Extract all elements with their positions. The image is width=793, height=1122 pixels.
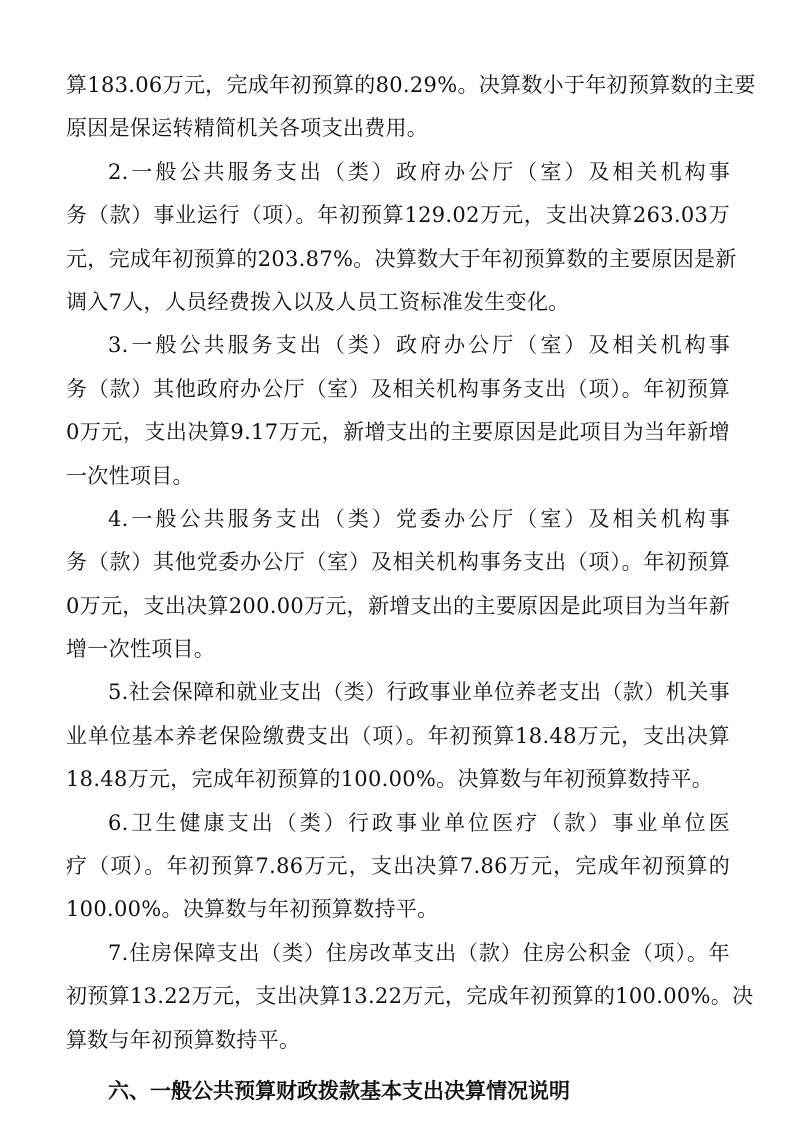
text-line: 初预算13.22万元，支出决算13.22万元，完成年初预算的100.00%。决 <box>66 984 754 1009</box>
text-line: 算数与年初预算数持平。 <box>66 1027 301 1052</box>
text-line: 2.一般公共服务支出（类）政府办公厅（室）及相关机构事 <box>108 159 730 184</box>
text-line: 业单位基本养老保险缴费支出（项）。年初预算18.48万元，支出决算 <box>66 723 730 748</box>
text-line: 3.一般公共服务支出（类）政府办公厅（室）及相关机构事 <box>108 333 730 358</box>
text-line: 一次性项目。 <box>66 463 194 488</box>
text-line: 务（款）其他党委办公厅（室）及相关机构事务支出（项）。年初预算 <box>66 550 730 575</box>
text-line: 算183.06万元，完成年初预算的80.29%。决算数小于年初预算数的主要 <box>66 73 756 97</box>
text-line: 4.一般公共服务支出（类）党委办公厅（室）及相关机构事 <box>108 506 730 531</box>
text-line: 增一次性项目。 <box>66 637 216 662</box>
section-heading: 六、一般公共预算财政拨款基本支出决算情况说明 <box>108 1078 570 1103</box>
text-line: 0万元，支出决算9.17万元，新增支出的主要原因是此项目为当年新增 <box>66 420 730 445</box>
paragraph-1-continuation <box>66 64 756 151</box>
paragraph-item-5 <box>66 671 730 801</box>
text-line: 务（款）事业运行（项）。年初预算129.02万元，支出决算263.03万 <box>66 203 730 228</box>
paragraph-item-7 <box>66 932 754 1062</box>
text-line: 疗（项）。年初预算7.86万元，支出决算7.86万元，完成年初预算的 <box>66 854 730 879</box>
text-line: 7.住房保障支出（类）住房改革支出（款）住房公积金（项）。年 <box>108 940 730 965</box>
text-line: 元，完成年初预算的203.87%。决算数大于年初预算数的主要原因是新 <box>66 246 737 271</box>
paragraph-item-3 <box>66 324 730 498</box>
paragraph-item-4 <box>66 498 730 672</box>
text-line: 调入7人，人员经费拨入以及人员工资标准发生变化。 <box>66 289 570 314</box>
paragraph-item-2 <box>66 151 737 325</box>
text-line: 6.卫生健康支出（类）行政事业单位医疗（款）事业单位医 <box>108 810 730 835</box>
text-line: 5.社会保障和就业支出（类）行政事业单位养老支出（款）机关事 <box>108 680 730 705</box>
paragraph-item-6 <box>66 802 730 932</box>
document-page <box>66 64 756 1116</box>
text-line: 务（款）其他政府办公厅（室）及相关机构事务支出（项）。年初预算 <box>66 376 730 401</box>
text-line: 18.48万元，完成年初预算的100.00%。决算数与年初预算数持平。 <box>66 767 714 792</box>
text-line: 0万元，支出决算200.00万元，新增支出的主要原因是此项目为当年新 <box>66 593 731 618</box>
text-line: 100.00%。决算数与年初预算数持平。 <box>66 897 439 922</box>
text-line: 原因是保运转精简机关各项支出费用。 <box>66 116 429 141</box>
